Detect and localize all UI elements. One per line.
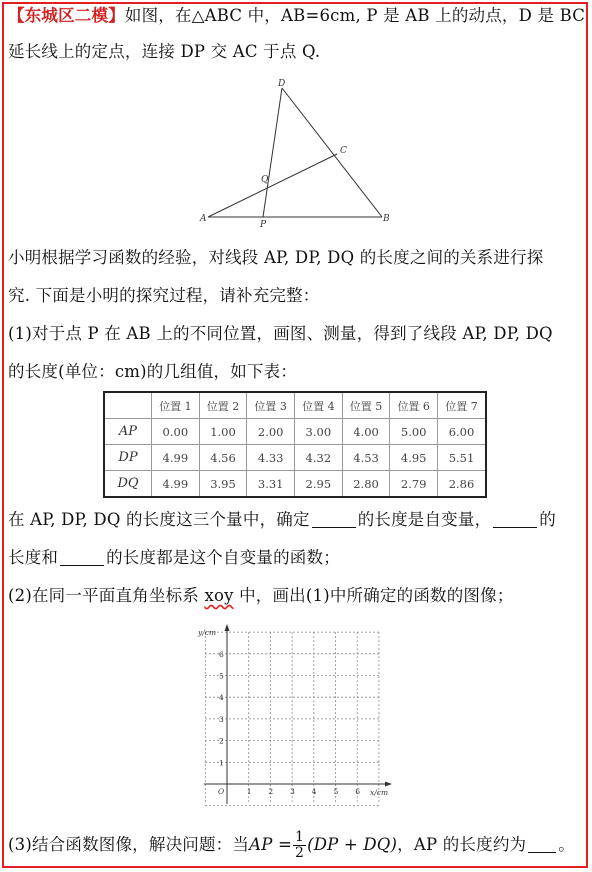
- coordinate-grid: [196, 622, 396, 808]
- table-cell: 5.00: [390, 419, 438, 445]
- label-c: C: [340, 146, 347, 156]
- label-d: D: [278, 79, 286, 89]
- segment-dp: [263, 88, 282, 217]
- y-tick-label: 4: [219, 693, 224, 703]
- table-cell: 2.95: [295, 471, 343, 498]
- table-cell: 2.86: [438, 471, 486, 498]
- source-tag: 【东城区二模】: [8, 6, 125, 25]
- x-axis-label: x/cm: [370, 788, 389, 797]
- answer-blank-2[interactable]: [493, 509, 537, 528]
- table-header-cell: 位置 4: [295, 392, 343, 419]
- table-header-cell: 位置 3: [247, 392, 295, 419]
- fill-line-1: 在 AP, DP, DQ 的长度这三个量中，确定 的长度是自变量， 的: [8, 510, 556, 529]
- label-p: P: [260, 220, 267, 230]
- table-header-cell: 位置 5: [342, 392, 390, 419]
- y-tick-label: 3: [219, 714, 224, 724]
- xoy-term: xoy: [204, 586, 234, 605]
- answer-blank-1[interactable]: [312, 509, 356, 528]
- table-header-row: [104, 392, 486, 419]
- table-row: [104, 445, 486, 471]
- y-tick-label: 5: [219, 671, 224, 681]
- intro-line-1: 小明根据学习函数的经验，对线段 AP, DP, DQ 的长度之间的关系进行探: [8, 248, 544, 267]
- table-cell: 4.00: [342, 419, 390, 445]
- x-tick-label: 2: [268, 787, 274, 796]
- intro-line-2: 究. 下面是小明的探究过程，请补充完整：: [8, 286, 320, 305]
- part1-line-2: 的长度(单位：cm)的几组值，如下表：: [8, 362, 298, 381]
- y-tick-label: 1: [219, 758, 224, 768]
- table-cell: 4.99: [152, 471, 200, 498]
- row-header-dp: DP: [104, 445, 152, 471]
- answer-blank-4[interactable]: [528, 834, 556, 853]
- label-a: A: [200, 214, 207, 224]
- row-header-ap: AP: [104, 419, 152, 445]
- table-row: [104, 419, 486, 445]
- table-row: [104, 471, 486, 498]
- table-cell: 1.00: [199, 419, 247, 445]
- label-q: Q: [261, 175, 269, 185]
- table-cell: 4.99: [152, 445, 200, 471]
- segment-bd: [282, 88, 382, 217]
- table-cell: 3.00: [295, 419, 343, 445]
- table-header-cell: 位置 7: [438, 392, 486, 419]
- measurement-table: [103, 391, 487, 498]
- table-cell: 4.95: [390, 445, 438, 471]
- x-tick-label: 5: [333, 787, 339, 796]
- x-axis-arrow: [385, 782, 392, 787]
- y-tick-label: 2: [219, 736, 224, 746]
- part3-line: (3)结合函数图像，解决问题：当AP = $\frac{1}{2}$ (DP + DQ)，AP 的长度约为 。: [8, 829, 575, 861]
- origin-label: O: [218, 787, 225, 796]
- x-tick-label: 1: [246, 787, 252, 796]
- table-header-cell: 位置 2: [199, 392, 247, 419]
- table-cell: 6.00: [438, 419, 486, 445]
- segment-ac: [208, 154, 337, 217]
- x-tick-label: 6: [355, 787, 360, 796]
- y-tick-label: 6: [219, 649, 224, 659]
- table-cell: 2.79: [390, 471, 438, 498]
- y-axis-label: y/cm: [198, 628, 217, 637]
- part1-line-1: (1)对于点 P 在 AB 上的不同位置，画图、测量，得到了线段 AP, DP, DQ: [8, 324, 553, 343]
- part2-line: (2)在同一平面直角坐标系 xoy 中，画出(1)中所确定的函数的图像；: [8, 586, 514, 605]
- fraction-one-half: $\frac{1}{2}$: [294, 829, 305, 861]
- table-cell: 4.32: [295, 445, 343, 471]
- label-b: B: [383, 214, 390, 224]
- answer-blank-3[interactable]: [60, 547, 104, 566]
- table-cell: 3.31: [247, 471, 295, 498]
- y-axis-arrow: [225, 624, 230, 631]
- formula-rhs: (DP + DQ): [307, 835, 398, 854]
- table-cell: 2.00: [247, 419, 295, 445]
- x-tick-label: 3: [290, 787, 295, 796]
- x-tick-label: 4: [311, 787, 317, 796]
- table-cell: 4.33: [247, 445, 295, 471]
- table-cell: 4.53: [342, 445, 390, 471]
- table-header-cell: 位置 6: [390, 392, 438, 419]
- fill-line-2: 长度和 的长度都是这个自变量的函数；: [8, 548, 340, 567]
- table-cell: 5.51: [438, 445, 486, 471]
- table-cell: 0.00: [152, 419, 200, 445]
- problem-line-2: 延长线上的定点，连接 DP 交 AC 于点 Q.: [8, 42, 321, 61]
- table-cell: 2.80: [342, 471, 390, 498]
- problem-line-1: 【东城区二模】如图，在△ABC 中，AB=6cm, P 是 AB 上的动点，D 是 BC: [8, 6, 586, 25]
- table-header-cell: [104, 392, 152, 419]
- table-header-cell: 位置 1: [152, 392, 200, 419]
- formula-lhs: AP =: [249, 835, 292, 854]
- triangle-figure: [196, 74, 396, 234]
- table-cell: 4.56: [199, 445, 247, 471]
- table-cell: 3.95: [199, 471, 247, 498]
- row-header-dq: DQ: [104, 471, 152, 498]
